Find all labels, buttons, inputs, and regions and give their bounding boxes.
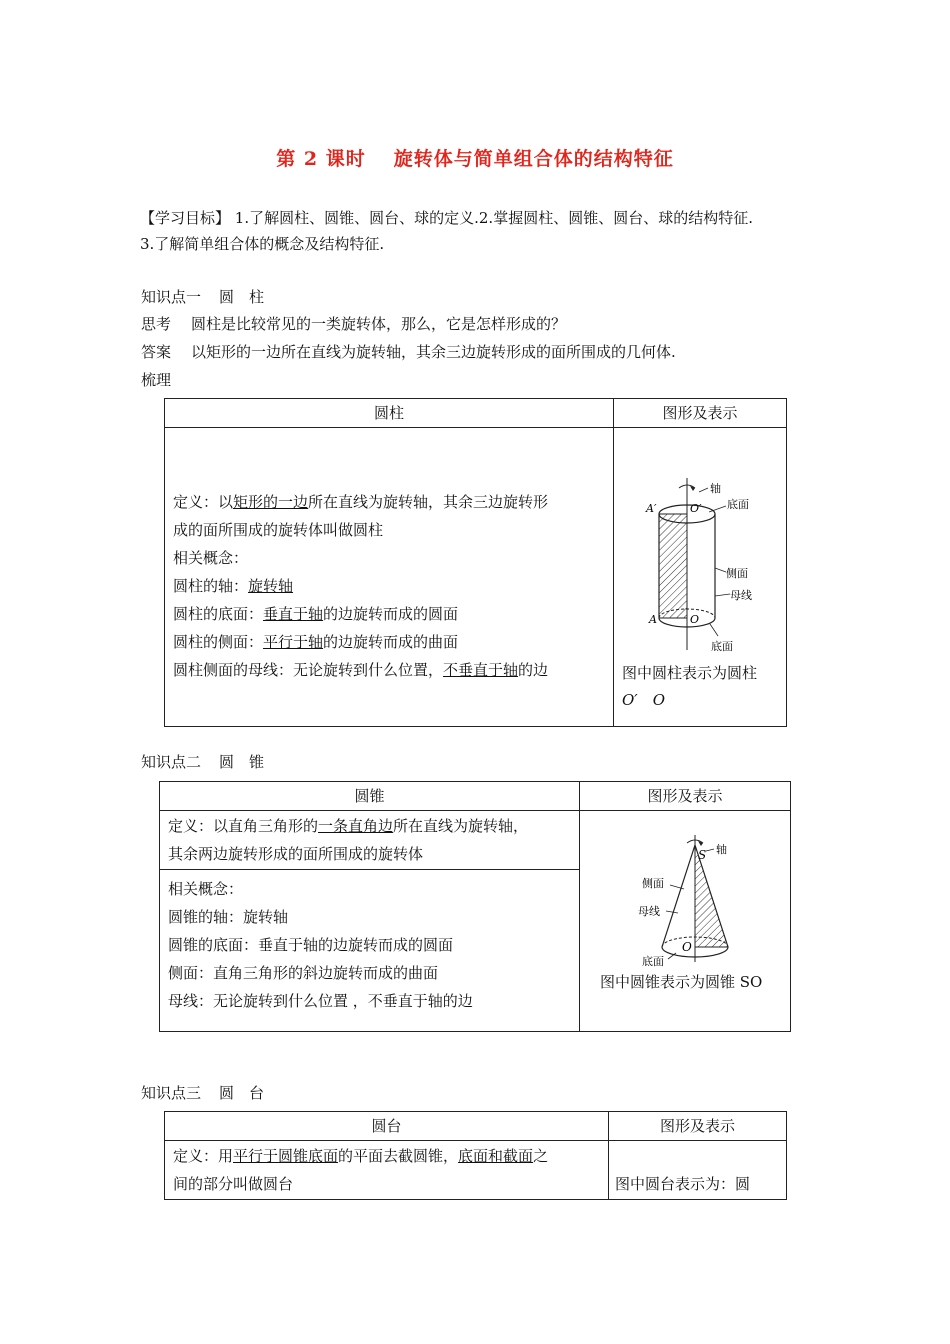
- learning-objectives: [140, 205, 830, 257]
- frustum-table-header-2: 图形及表示: [609, 1112, 787, 1141]
- cylinder-figure: [614, 468, 786, 658]
- cylinder-def-line1: 定义：以矩形的一边所在直线为旋转轴，其余三边旋转形: [173, 493, 549, 511]
- frustum-figure-cell: [609, 1141, 787, 1200]
- cyl-label-side: 侧面: [726, 567, 748, 580]
- frustum-caption: 图中圆台表示为：圆: [615, 1175, 751, 1193]
- kp2-heading-name: 圆 锥: [219, 753, 265, 771]
- cylinder-table-header-1: 圆柱: [165, 399, 614, 428]
- objectives-label: 【学习目标】: [140, 209, 231, 227]
- cone-table-header-2: 图形及表示: [580, 782, 791, 811]
- kp2-heading-label: 知识点二: [141, 753, 202, 771]
- cyl-point-O1: O′: [690, 502, 702, 515]
- cone-figure: [580, 817, 790, 967]
- cylinder-generatrix: 圆柱侧面的母线：无论旋转到什么位置，不垂直于轴的边: [173, 661, 549, 679]
- cylinder-concepts: 相关概念：: [173, 549, 249, 567]
- cone-point-O: O: [682, 940, 692, 954]
- cone-table-header-1: 圆锥: [160, 782, 580, 811]
- kp1-answer: [141, 341, 676, 363]
- think-label: 思考: [141, 315, 172, 333]
- cone-figure-cell: [580, 811, 791, 1032]
- cylinder-figure-cell: [614, 428, 787, 727]
- cone-table: [159, 781, 791, 1032]
- kp1-heading-name: 圆 柱: [219, 288, 265, 306]
- cyl-label-generatrix: 母线: [730, 589, 752, 602]
- cylinder-table: [164, 398, 787, 727]
- cone-definition-cell: [160, 811, 580, 870]
- cone-label-axis: 轴: [716, 843, 727, 856]
- kp1-summary-label: 梳理: [141, 371, 172, 389]
- objectives-text-1: 1.了解圆柱、圆锥、圆台、球的定义.2.掌握圆柱、圆锥、圆台、球的结构特征.: [234, 209, 753, 227]
- cylinder-base: 圆柱的底面：垂直于轴的边旋转而成的圆面: [173, 605, 459, 623]
- cylinder-side: 圆柱的侧面：平行于轴的边旋转而成的曲面: [173, 633, 459, 651]
- cone-concepts: 相关概念：: [168, 880, 244, 898]
- cylinder-caption-2: O′ O: [622, 691, 666, 709]
- kp2-heading: [141, 751, 264, 773]
- cone-side: 侧面：直角三角形的斜边旋转而成的曲面: [168, 964, 439, 982]
- page-title: [0, 144, 950, 171]
- cone-label-generatrix: 母线: [638, 905, 660, 918]
- cylinder-axis: 圆柱的轴：旋转轴: [173, 577, 294, 595]
- cylinder-definition-cell: [165, 428, 614, 727]
- cone-def-line2: 其余两边旋转形成的面所围成的旋转体: [168, 845, 424, 863]
- cylinder-caption-1: 图中圆柱表示为圆柱: [622, 664, 758, 682]
- kp1-heading: [141, 286, 264, 308]
- cone-label-side: 侧面: [642, 877, 664, 890]
- cyl-point-A: A: [649, 613, 657, 626]
- frustum-table: [164, 1111, 787, 1200]
- cone-axis: 圆锥的轴：旋转轴: [168, 908, 289, 926]
- cone-caption: 图中圆锥表示为圆锥 SO: [600, 973, 763, 991]
- frustum-def-line2: 间的部分叫做圆台: [173, 1175, 294, 1193]
- frustum-def-line1: 定义：用平行于圆锥底面的平面去截圆锥，底面和截面之: [173, 1147, 549, 1165]
- title-lesson: 第 2 课时: [276, 148, 366, 170]
- cone-concepts-cell: [160, 870, 580, 1032]
- cylinder-def-line2: 成的面所围成的旋转体叫做圆柱: [173, 521, 384, 539]
- title-topic: 旋转体与简单组合体的结构特征: [393, 148, 674, 170]
- cone-label-base: 底面: [642, 955, 664, 967]
- cone-base: 圆锥的底面：垂直于轴的边旋转而成的圆面: [168, 936, 454, 954]
- cone-def-line1: 定义：以直角三角形的一条直角边所在直线为旋转轴，: [168, 817, 529, 835]
- answer-label: 答案: [141, 343, 172, 361]
- cyl-label-axis: 轴: [710, 482, 721, 495]
- kp3-heading-label: 知识点三: [141, 1084, 202, 1102]
- answer-text: 以矩形的一边所在直线为旋转轴，其余三边旋转形成的面所围成的几何体.: [191, 343, 676, 361]
- cylinder-table-header-2: 图形及表示: [614, 399, 787, 428]
- cyl-label-top-base: 底面: [727, 498, 749, 511]
- kp1-think: [141, 313, 566, 335]
- think-text: 圆柱是比较常见的一类旋转体，那么，它是怎样形成的？: [191, 315, 567, 333]
- cone-point-S: S: [698, 848, 707, 862]
- kp3-heading-name: 圆 台: [219, 1084, 265, 1102]
- cyl-label-bottom-base: 底面: [711, 640, 733, 653]
- kp3-heading: [141, 1082, 264, 1104]
- frustum-table-header-1: 圆台: [165, 1112, 609, 1141]
- cyl-point-A1: A′: [646, 502, 657, 515]
- cone-generatrix: 母线：无论旋转到什么位置 ，不垂直于轴的边: [168, 992, 473, 1010]
- objectives-text-2: 3.了解简单组合体的概念及结构特征.: [140, 235, 385, 253]
- kp1-heading-label: 知识点一: [141, 288, 202, 306]
- cyl-point-O: O: [690, 613, 700, 626]
- frustum-definition-cell: [165, 1141, 609, 1200]
